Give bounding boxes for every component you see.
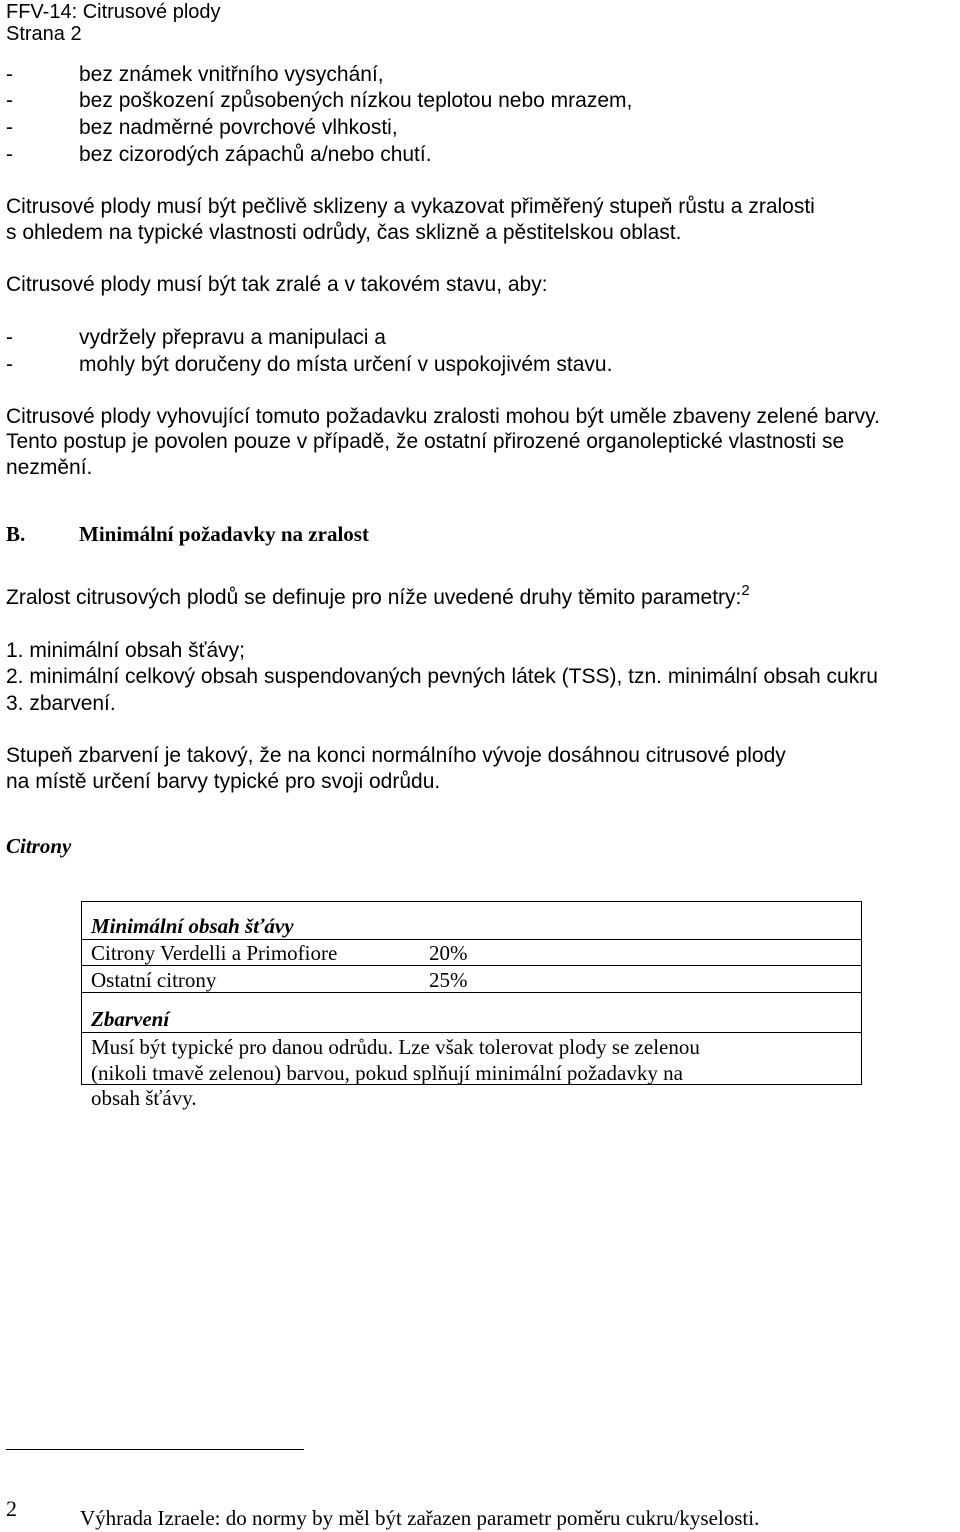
list-item-text: bez známek vnitřního vysychání, [79,63,384,86]
list-dash: - [6,326,13,349]
footnote-separator [6,1449,304,1450]
paragraph-line: nezmění. [6,456,93,479]
footnote-number: 2 [6,1496,17,1521]
list-dash: - [6,116,13,139]
table-border-left [81,901,82,1085]
color-text-line: obsah šťávy. [91,1086,197,1110]
paragraph-line: Tento postup je povolen pouze v případě, že ostatní přirozené organoleptické vlastnosti se [6,430,845,453]
paragraph-line: s ohledem na typické vlastnosti odrůdy, čas sklizně a pěstitelskou oblast. [6,221,682,244]
paragraph-line: Citrusové plody vyhovující tomuto požadavku zralosti mohou být uměle zbaveny zelené barvy. [6,405,880,428]
paragraph-line [6,582,750,611]
section-number: B. [6,522,26,546]
paragraph-text: Zralost citrusových plodů se definuje pro níže uvedené druhy těmito parametry: [6,586,742,609]
document-title: FFV-14: Citrusové plody [6,1,221,23]
list-dash: - [6,353,13,376]
footnote-text: Výhrada Izraele: do normy by měl být zařazen parametr poměru cukru/kyselosti. [80,1506,760,1530]
page-number: Strana 2 [6,23,82,45]
paragraph-line: na místě určení barvy typické pro svoji odrůdu. [6,770,441,793]
table-rule [81,1032,862,1033]
table-row-value: 20% [429,941,468,965]
color-text-line: Musí být typické pro danou odrůdu. Lze však tolerovat plody se zelenou [91,1035,700,1059]
list-item-text: bez cizorodých zápachů a/nebo chutí. [79,143,432,166]
list-dash: - [6,143,13,166]
table-row-label: Ostatní citrony [91,968,217,992]
list-dash: - [6,89,13,112]
footnote-ref: 2 [741,582,750,599]
juice-heading: Minimální obsah šťávy [91,914,294,938]
list-item-text: bez nadměrné povrchové vlhkosti, [79,116,398,139]
list-item-text: mohly být doručeny do místa určení v uspokojivém stavu. [79,353,613,376]
table-row-value: 25% [429,968,468,992]
parameter-item: 2. minimální celkový obsah suspendovaných pevných látek (TSS), tzn. minimální obsah cukru [6,665,878,688]
color-text-line: (nikoli tmavě zelenou) barvou, pokud splňují minimální požadavky na [91,1061,683,1085]
paragraph-line: Citrusové plody musí být pečlivě sklizeny a vykazovat přiměřený stupeň růstu a zralosti [6,195,815,218]
paragraph-line: Citrusové plody musí být tak zralé a v takovém stavu, aby: [6,273,548,296]
parameter-item: 3. zbarvení. [6,692,116,715]
paragraph-line: Stupeň zbarvení je takový, že na konci normálního vývoje dosáhnou citrusové plody [6,744,786,767]
section-title: Minimální požadavky na zralost [79,522,369,546]
subsection-title: Citrony [6,834,72,858]
table-row-label: Citrony Verdelli a Primofiore [91,941,338,965]
table-rule [81,901,862,902]
table-border-right [861,901,862,1085]
list-dash: - [6,63,13,86]
color-heading: Zbarvení [91,1007,170,1031]
list-item-text: vydržely přepravu a manipulaci a [79,326,386,349]
list-item-text: bez poškození způsobených nízkou teplotou nebo mrazem, [79,89,633,112]
parameter-item: 1. minimální obsah šťávy; [6,639,245,662]
